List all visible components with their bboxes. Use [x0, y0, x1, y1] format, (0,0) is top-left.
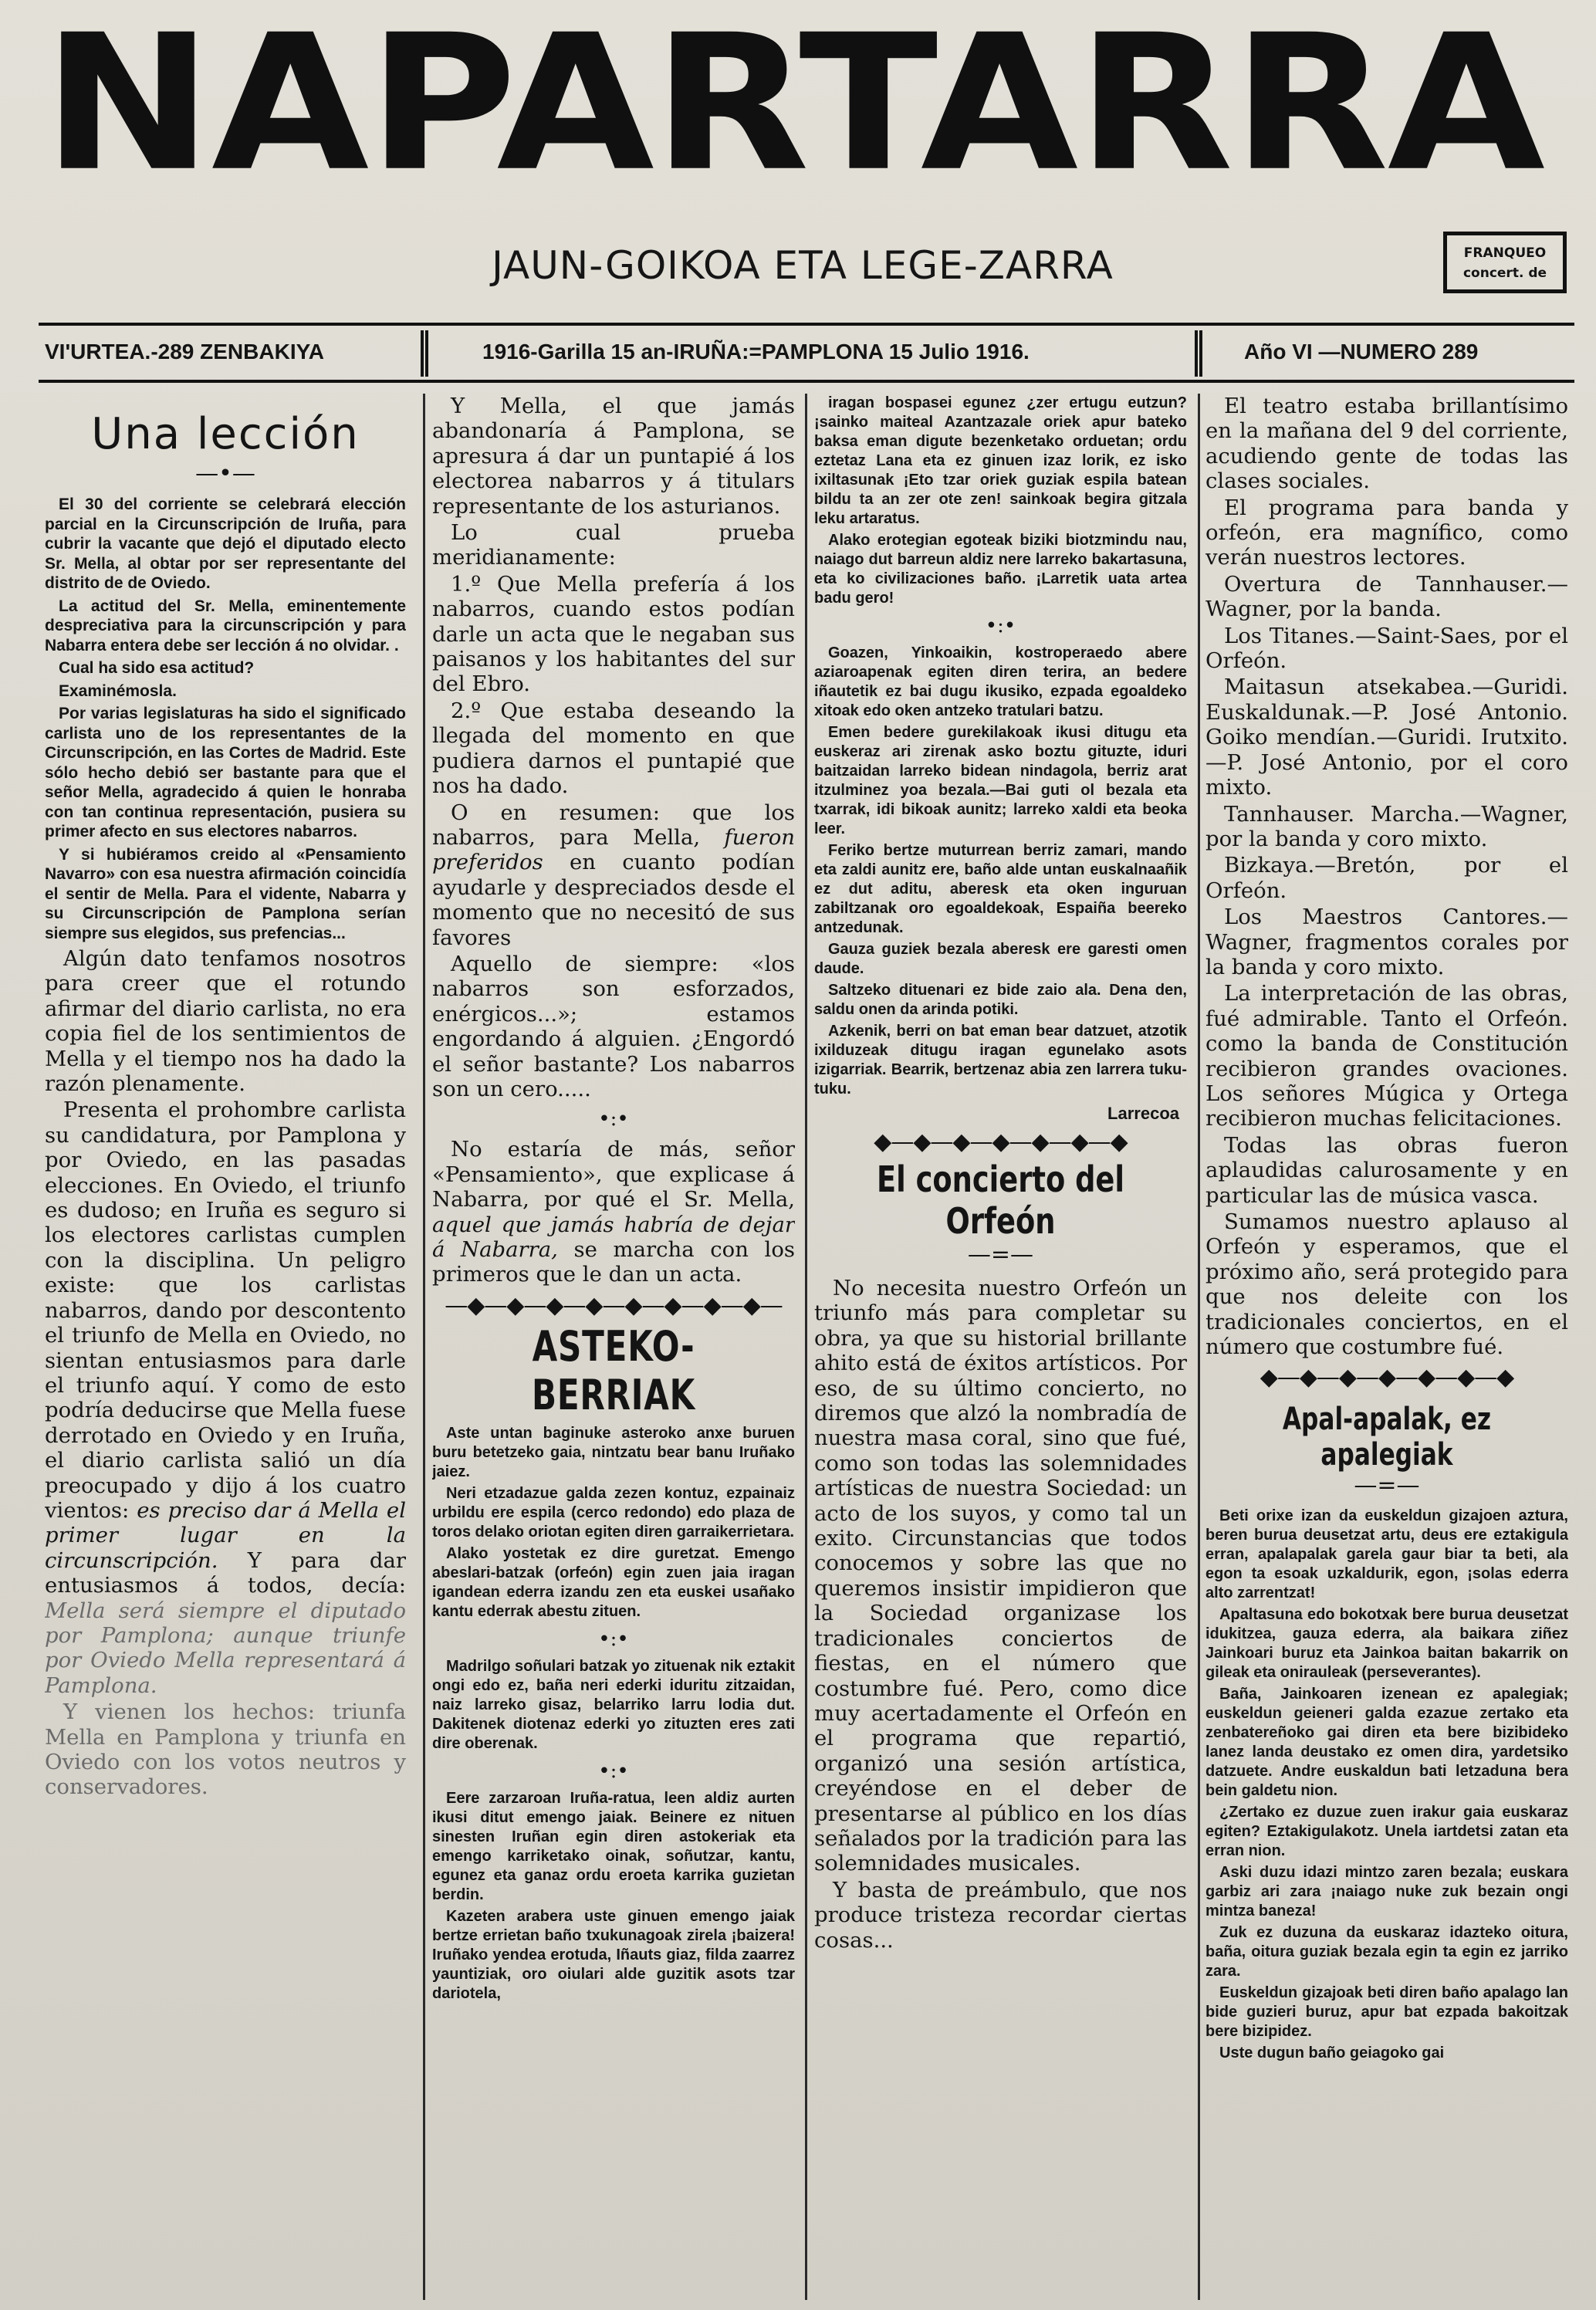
section-heading-asteko-berriak: ASTEKO-BERRIAK	[531, 1321, 696, 1419]
article-text: Presenta el prohombre carlista su candidatura, por Pamplona y por Oviedo, en las pasadas elecciones. En Oviedo, el triunfo es dudoso; en Iruña es seguro si los electores carlistas cumplen con la disciplina. Un peligro existe: que los carlistas nabarros, dando por descontento el triunfo de Mella en Oviedo, no sientan entusiasmos para darle el triunfo aquí. Y como de esto podría deducirse que Mella fuese derrotado en Oviedo y en Iruña, el diario carlista salió un día preocupado y dijo á los cuatro vientos:	[45, 1098, 406, 1523]
datebar-divider	[1199, 330, 1202, 377]
masthead-title: NAPARTARRA	[42, 15, 1544, 193]
date-bar	[39, 330, 1574, 377]
article-italic-text: aquel que jamás habría de dejar á Nabarra,	[432, 1212, 795, 1262]
article-paragraph: El 30 del corriente se celebrará elección parcial en la Circunscripción de Iruña, para cubrir la vacante que dejó el diputado electo Sr. Mella, al obtar por ser representante del distrito de de Oviedo.	[45, 495, 406, 592]
article-paragraph: Alako yostetak ez dire guretzat. Emengo abeslari-batzak (orfeón) egin zuen jaia iragan igandean ederra izandu zen eta euskei usañako kantu ederrak abestu zituen.	[432, 1544, 795, 1620]
article-paragraph: Y basta de preámbulo, que nos produce tristeza recordar ciertas cosas...	[814, 1877, 1187, 1953]
article-paragraph: Zuk ez duzuna da euskaraz idazteko oitura, baña, oitura guziak bezala egin ta egin ez jarriko zara.	[1205, 1924, 1568, 1980]
heading-dash: —•—	[195, 460, 255, 487]
article-paragraph: Por varias legislaturas ha sido el significado carlista uno de los representantes de la Circunscripción, en las Cortes de Madrid. Este sólo hecho debió ser bastante para que el señor Mella, agradecido á quien le honraba con tan continua representación, pusiera su primer afecto en sus electores nabarros.	[45, 705, 406, 840]
article-paragraph: 2.º Que estaba deseando la llegada del momento en que pudiera darnos el puntapié que nos ha dado.	[432, 698, 795, 799]
column-3	[814, 394, 1187, 2300]
bottom-rule	[39, 380, 1574, 383]
section-heading-concierto: El concierto del Orfeón	[877, 1158, 1124, 1242]
article-paragraph: Cual ha sido esa actitud?	[59, 659, 255, 677]
column-divider	[805, 394, 807, 2300]
masthead-subtitle: JAUN-GOIKOA ETA LEGE-ZARRA	[492, 243, 1114, 288]
article-paragraph: Tannhauser. Marcha.—Wagner, por la banda y coro mixto.	[1205, 801, 1568, 851]
article-paragraph: Madrilgo soñulari batzak yo zituenak nik eztakit ongi edo ez, baña neri ederki iduritu zitzaidan, naiz larreko gisaz, belarriko larru lodia dut. Dakitenek diotenaz ederki yo zituzten eres zati dire oberenak.	[432, 1657, 795, 1752]
article-paragraph: Alako erotegian egoteak biziki biotzmindu nau, naiago dut barreun aldiz nere larreko bakartasuna, eta ko civilizaciones baño. ¡Larretik uata artea badu gero!	[814, 532, 1187, 607]
article-signature: Larrecoa	[1107, 1104, 1179, 1123]
article-heading-una-leccion: Una lección	[91, 409, 360, 459]
article-paragraph: Aski duzu idazi mintzo zaren bezala; euskara garbiz ari zara ¡naiago nuke zuk bezain ongi mintza baneza!	[1205, 1864, 1568, 1920]
article-paragraph: Todas las obras fueron aplaudidas calurosamente y en particular las de música vasca.	[1205, 1132, 1568, 1208]
article-italic-text: Mella será siempre el diputado por Pamplona; aunque triunfe por Oviedo Mella representará á Pamplona.	[45, 1598, 406, 1698]
datebar-divider	[421, 330, 424, 377]
article-paragraph: Bizkaya.—Bretón, por el Orfeón.	[1205, 853, 1568, 903]
section-heading-apal-apalak: Apal-apalak, ez apalegiak	[1282, 1402, 1492, 1473]
issue-number-euskera: VI'URTEA.-289 ZENBAKIYA	[45, 340, 324, 364]
article-paragraph: La interpretación de las obras, fué admirable. Tanto el Orfeón. como la banda de Constitución recibieron grandes ovaciones. Los señores Múgica y Ortega recibieron muchas felicitaciones.	[1205, 981, 1568, 1131]
article-paragraph: Feriko bertze muturrean berriz zamari, mando eta zaldi aunitz ere, baño alde untan euskalnaañik ez dut aditu, aberesk eta oken inguruan zabiltzanak oro egoaldekoak, Espaiña beereko antzedunak.	[814, 842, 1187, 936]
article-paragraph: Los Maestros Cantores.— Wagner, fragmentos corales por la banda y coro mixto.	[1205, 905, 1568, 979]
column-2	[432, 394, 795, 2300]
ornament-divider: ◆—◆—◆—◆—◆—◆—◆	[1260, 1364, 1514, 1392]
column-divider	[1198, 394, 1200, 2300]
article-paragraph: Y si hubiéramos creido al «Pensamiento Navarro» con esa nuestra afirmación coincidía el sentir de Mella. Para el vidente, Nabarra y su Circunscripción de Pamplona serían siempre sus elegidos, sus prefencias...	[45, 845, 406, 942]
article-paragraph	[45, 1098, 406, 1698]
article-italic-text: es preciso dar á Mella el primer lugar en la circunscripción.	[45, 1497, 406, 1573]
article-paragraph: Algún dato tenfamos nosotros para creer que el rotundo afirmar del diario carlista, no era copia fiel de los sentimientos de Mella y el tiempo nos ha dado la razón plenamente.	[45, 946, 406, 1097]
article-paragraph: Eere zarzaroan Iruña-ratua, leen aldiz aurten ikusi ditut emengo jaiak. Beinere ez nituen sinesten Iruñan egin diren astokeriak eta emengo karriketako oinak, soñutzar, kantu, egunez eta ganaz ordu eroeta karrika guzietan berdin.	[432, 1789, 795, 1903]
article-text: O en resumen: que los nabarros, para Mella,	[432, 800, 795, 850]
issue-number-spanish: Año VI —NUMERO 289	[1244, 340, 1479, 364]
franqueo-line2: concert. de	[1462, 265, 1547, 281]
article-text: No estaría de más, señor «Pensamiento», que explicase á Nabarra, por qué el Sr. Mella,	[432, 1137, 795, 1212]
section-stars: •:•	[598, 1627, 629, 1651]
section-stars: •:•	[598, 1108, 629, 1131]
article-paragraph: iragan bospasei egunez ¿zer ertugu eutzun? ¡sainko maiteal Azantzazale oriek apur bateko baksa eman digute bezenketako orduetan; ordu eztetaz Lana eta ez ginuen izaz lorik, ez isko ixiltasunak ¡Eto tzar oriek guziak espila batean bildu ta an zer ote zen! sainkoak begira gitzala leku artaratus.	[814, 394, 1187, 527]
article-paragraph: Uste dugun baño geiagoko gai	[1219, 2045, 1445, 2062]
article-paragraph: Y Mella, el que jamás abandonaría á Pamplona, se apresura á dar un puntapié á los electorea nabarros y á titulars representante de los asturianos.	[432, 394, 795, 519]
top-rule	[39, 323, 1574, 326]
heading-dash: —=—	[1354, 1472, 1420, 1500]
article-paragraph	[432, 800, 795, 950]
article-paragraph: No necesita nuestro Orfeón un triunfo más para completar su obra, ya que su historial brillante ahito está de éxitos artísticos. Por eso, de su último concierto, no diremos que alzó la nombradía de nuestra masa coral, sino que fué, como son todas las solemnidades artísticas de nuestra Sociedad: un acto de los suyos, y como tal un exito. Circunstancias que todos conocemos y sobre las que no queremos insistir impidieron que la Sociedad organizase los tradicionales conciertos de fiestas, en el número que costumbre fué. Pero, como dice muy acertadamente el Orfeón en el programa que repartió, organizó una sesión artística, creyéndose en el deber de presentarse al público en los días señalados por la tradición para las solemnidades musicales.	[814, 1276, 1187, 1876]
article-paragraph: Kazeten arabera uste ginuen emengo jaiak bertze errietan baño txukunagoak zirela ¡baizera! Iruñako yendea erotuda, Iñauts giaz, filda zaarrez yauntiziak, oro oiulari alde guzitik asots tzar dariotela,	[432, 1907, 795, 2002]
article-paragraph: Lo cual prueba meridianamente:	[432, 520, 795, 570]
article-paragraph: Euskeldun gizajoak beti diren baño apalago lan bide guzieri buruz, apur bat ezpada bakoitzak bere bizipidez.	[1205, 1984, 1568, 2041]
article-paragraph: Baña, Jainkoaren izenean ez apalegiak; euskeldun geieneri galda ezazue zertako eta zenbatereñoko gai diren eta bere bizibideko lanez landa deustako ez omen dira, yardetsiko datzuete. Andre euskaldun bati letzaduna bera bein galdetu nion.	[1205, 1686, 1568, 1800]
article-paragraph	[432, 1137, 795, 1287]
franqueo-stamp	[1443, 232, 1567, 293]
datebar-divider	[425, 330, 428, 377]
article-paragraph: ¿Zertako ez duzue zuen irakur gaia euskaraz egiten? Eztakigulakotz. Unela iartdetsi zatan eta erran nion.	[1205, 1804, 1568, 1860]
column-divider	[423, 394, 425, 2300]
article-paragraph: Aquello de siempre: «los nabarros son esforzados, enérgicos...»; estamos engordando á alguien. ¿Engordó el señor bastante? Los nabarros son un cero.....	[432, 951, 795, 1101]
article-paragraph: Sumamos nuestro aplauso al Orfeón y esperamos, que el próximo año, será protegido para que nos deleite con los tradicionales conciertos, en el número que costumbre fué.	[1205, 1209, 1568, 1360]
franqueo-line1: FRANQUEO	[1463, 245, 1547, 261]
article-paragraph: Los Titanes.—Saint-Saes, por el Orfeón.	[1205, 623, 1568, 674]
article-paragraph: El programa para banda y orfeón, era magnífico, como verán nuestros lectores.	[1205, 495, 1568, 570]
article-paragraph: Apaltasuna edo bokotxak bere burua deusetzat idukitzea, gauza ederra, ala baikara ziñez Jainkoari buruz eta Jainkoa baitan bakarrik on gileak eta onirauleak (perseverantes).	[1205, 1606, 1568, 1682]
article-paragraph: La actitud del Sr. Mella, eminentemente despreciativa para la circunscripción y para Nabarra entera debe ser lección á no olvidar. .	[45, 597, 406, 654]
article-text: Y para dar entusiasmos á todos, decía:	[45, 1547, 406, 1598]
article-paragraph: Emen bedere gurekilakoak ikusi ditugu eta euskeraz ari zirenak asko boztu gituzte, iduri baitzaidan larreko bidean nindagola, berriz arat itzulminez yoa bezala.—Bai guti ol bezala eta txarrak, idi bikoak aunitz; larreko xaldi eta beoka leer.	[814, 724, 1187, 837]
article-paragraph: Aste untan baginuke asteroko anxe buruen buru betetzeko gaia, nintzatu bear banu Iruñako jaiez.	[432, 1424, 795, 1480]
ornament-divider: ◆—◆—◆—◆—◆—◆—◆	[874, 1128, 1128, 1155]
issue-date: 1916-Garilla 15 an-IRUÑA:=PAMPLONA 15 Julio 1916.	[482, 340, 1030, 364]
datebar-divider	[1195, 330, 1198, 377]
article-paragraph: Examinémosla.	[59, 682, 177, 700]
section-stars: •:•	[598, 1759, 629, 1783]
article-text: se marcha con los primeros que le dan un acta.	[432, 1237, 795, 1287]
article-paragraph: Gauza guziek bezala aberesk ere garesti omen daude.	[814, 941, 1187, 977]
article-paragraph: Goazen, Yinkoaikin, kostroperaedo abere aziaroapenak egiten diren terira, an bedere iñautetik ez bai dugu ikusiko, ezpada egoaldeko xitoak edo oken antzeko tratulari batzu.	[814, 644, 1187, 719]
ornament-divider: —◆—◆—◆—◆—◆—◆—◆—◆—	[445, 1291, 783, 1319]
article-paragraph: El teatro estaba brillantísimo en la mañana del 9 del corriente, acudiendo gente de todas las clases sociales.	[1205, 394, 1568, 494]
article-paragraph: Overtura de Tannhauser.— Wagner, por la banda.	[1205, 571, 1568, 622]
article-paragraph: Azkenik, berri on bat eman bear datzuet, atzotik ixilduzeak ditugu iragan egunelako asots izigarriak. Bearrik, bertzenaz abia zen larrera tuku-tuku.	[814, 1023, 1187, 1098]
section-stars: •:•	[985, 614, 1016, 638]
column-1	[45, 394, 406, 2300]
column-4	[1205, 394, 1568, 2300]
article-paragraph: Beti orixe izan da euskeldun gizajoen aztura, beren burua deusetzat artu, deus ere eztakigula erran, apalapalak garela gaur biar ta beti, ala egon ta esoak uzkaldurik, egon, ¡solas ederra alto zarrentzat!	[1205, 1507, 1568, 1602]
article-text: en cuanto podían ayudarle y despreciados desde el momento que no necesitó de sus favores	[432, 850, 795, 950]
article-paragraph: Maitasun atsekabea.—Guridi. Euskaldunak.—P. José Antonio. Goiko mendían.—Guridi. Irutxito.—P. José Antonio, por el coro mixto.	[1205, 675, 1568, 800]
article-paragraph: 1.º Que Mella prefería á los nabarros, cuando estos podían darle un acta que le negaban sus paisanos y los habitantes del sur del Ebro.	[432, 571, 795, 697]
article-paragraph: Saltzeko dituenari ez bide zaio ala. Dena den, saldu onen da arinda potiki.	[814, 982, 1187, 1018]
heading-dash: —=—	[967, 1241, 1034, 1268]
article-italic-text: fueron preferidos	[432, 824, 795, 875]
article-paragraph: Neri etzadazue galda zezen kontuz, ezpainaiz urbildu ere espila (cerco redondo) edo plaza de toros delako oriotan egiten diren garraikerrietara.	[432, 1484, 795, 1541]
article-paragraph: Y vienen los hechos: triunfa Mella en Pamplona y triunfa en Oviedo con los votos neutros y conservadores.	[45, 1700, 406, 1800]
